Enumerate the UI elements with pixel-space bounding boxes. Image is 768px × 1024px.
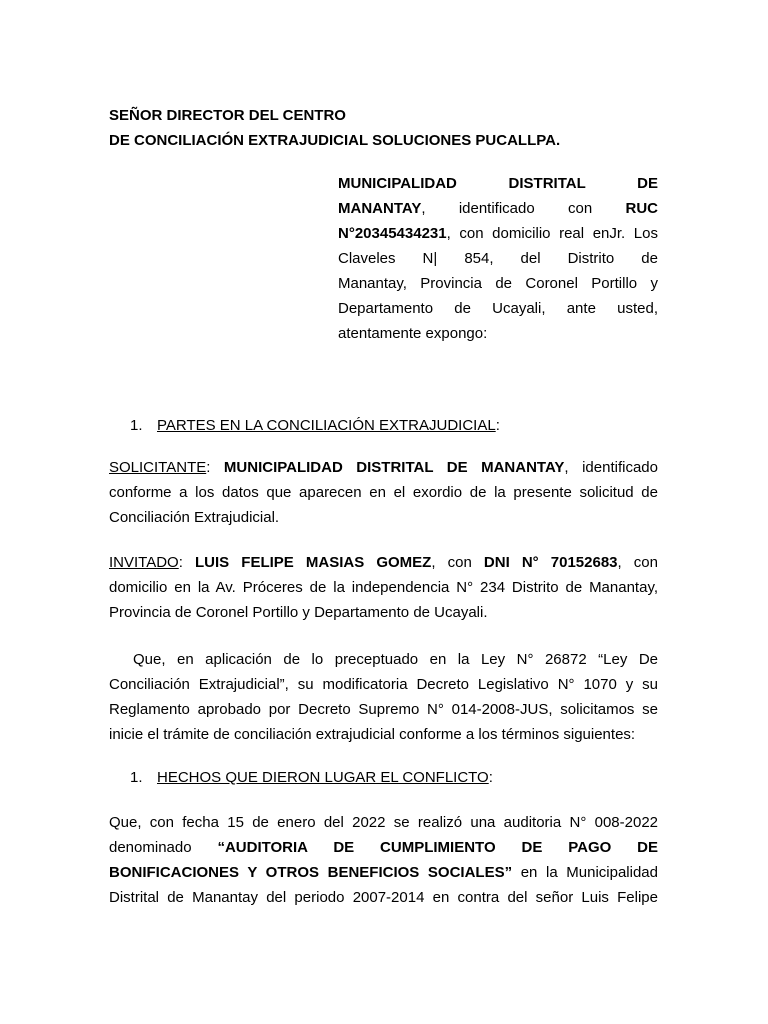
intro-line-5: Manantay, Provincia de Coronel Portillo y	[338, 275, 658, 292]
audit-title-part-1: “AUDITORIA DE CUMPLIMIENTO DE PAGO DE	[217, 839, 658, 856]
section-title: PARTES EN LA CONCILIACIÓN EXTRAJUDICIAL	[157, 417, 496, 434]
invitado-name: LUIS FELIPE MASIAS GOMEZ	[195, 554, 432, 571]
facts-line-4: Distrital de Manantay del periodo 2007-2014 en contra del señor Luis Felipe	[109, 889, 658, 906]
applicant-name-part-2: MANANTAY	[338, 200, 422, 217]
facts-line-3: BONIFICACIONES Y OTROS BENEFICIOS SOCIALES” en la Municipalidad	[109, 864, 658, 881]
section-heading-parties: 1. PARTES EN LA CONCILIACIÓN EXTRAJUDICIAL:	[130, 413, 670, 438]
solicitante-line-2: conforme a los datos que aparecen en el exordio de la presente solicitud de	[109, 484, 658, 501]
invitado-line-3: Provincia de Coronel Portillo y Departamento de Ucayali.	[109, 604, 488, 621]
legal-basis-line-2: Conciliación Extrajudicial”, su modificatoria Decreto Legislativo N° 1070 y su	[109, 676, 658, 693]
solicitante-label: SOLICITANTE	[109, 459, 207, 476]
section-number: 1.	[130, 769, 143, 786]
section-heading-facts: 1. HECHOS QUE DIERON LUGAR EL CONFLICTO:	[130, 765, 670, 790]
section-title: HECHOS QUE DIERON LUGAR EL CONFLICTO	[157, 769, 489, 786]
audit-title-part-2: BONIFICACIONES Y OTROS BENEFICIOS SOCIALES”	[109, 864, 513, 881]
invitado-label: INVITADO	[109, 554, 179, 571]
ruc-label: RUC	[625, 200, 658, 217]
solicitante-name: MUNICIPALIDAD DISTRITAL DE MANANTAY	[223, 459, 565, 476]
solicitante-line-1: SOLICITANTE: MUNICIPALIDAD DISTRITAL DE MANANTAY, identificado	[109, 459, 658, 476]
solicitante-line-3: Conciliación Extrajudicial.	[109, 509, 280, 526]
intro-line-7: atentamente expongo:	[338, 325, 488, 342]
intro-line-6: Departamento de Ucayali, ante usted,	[338, 300, 658, 317]
facts-line-2: denominado “AUDITORIA DE CUMPLIMIENTO DE PAGO DE	[109, 839, 658, 856]
intro-line-3: N°20345434231, con domicilio real enJr. Los	[338, 225, 658, 242]
legal-basis-line-3: Reglamento aprobado por Decreto Supremo N° 014-2008-JUS, solicitamos se	[109, 701, 658, 718]
ruc-number: N°20345434231	[338, 225, 447, 242]
legal-basis-line-1: Que, en aplicación de lo preceptuado en la Ley N° 26872 “Ley De	[133, 651, 658, 668]
legal-basis-line-4: inicie el trámite de conciliación extrajudicial conforme a los términos siguientes:	[109, 726, 636, 743]
intro-line-4: Claveles N| 854, del Distrito de	[338, 250, 658, 267]
section-number: 1.	[130, 417, 143, 434]
facts-line-1: Que, con fecha 15 de enero del 2022 se realizó una auditoria N° 008-2022	[109, 814, 658, 831]
invitado-paragraph	[109, 550, 658, 625]
intro-line-2: MANANTAY, identificado con RUC	[338, 200, 658, 217]
addressee-line-1: SEÑOR DIRECTOR DEL CENTRO	[109, 107, 346, 124]
solicitante-paragraph	[109, 455, 658, 530]
applicant-name-part-1: MUNICIPALIDAD DISTRITAL DE	[338, 175, 658, 192]
applicant-intro	[338, 171, 658, 346]
facts-paragraph	[109, 810, 658, 910]
legal-basis-paragraph	[109, 647, 658, 747]
invitado-dni: DNI N° 70152683	[483, 554, 618, 571]
invitado-line-2: domicilio en la Av. Próceres de la independencia N° 234 Distrito de Manantay,	[109, 579, 658, 596]
invitado-line-1: INVITADO: LUIS FELIPE MASIAS GOMEZ, con DNI N° 70152683, con	[109, 554, 658, 571]
addressee-header	[109, 103, 669, 153]
intro-line-1	[338, 171, 658, 196]
addressee-line-2: DE CONCILIACIÓN EXTRAJUDICIAL SOLUCIONES PUCALLPA.	[109, 132, 561, 149]
